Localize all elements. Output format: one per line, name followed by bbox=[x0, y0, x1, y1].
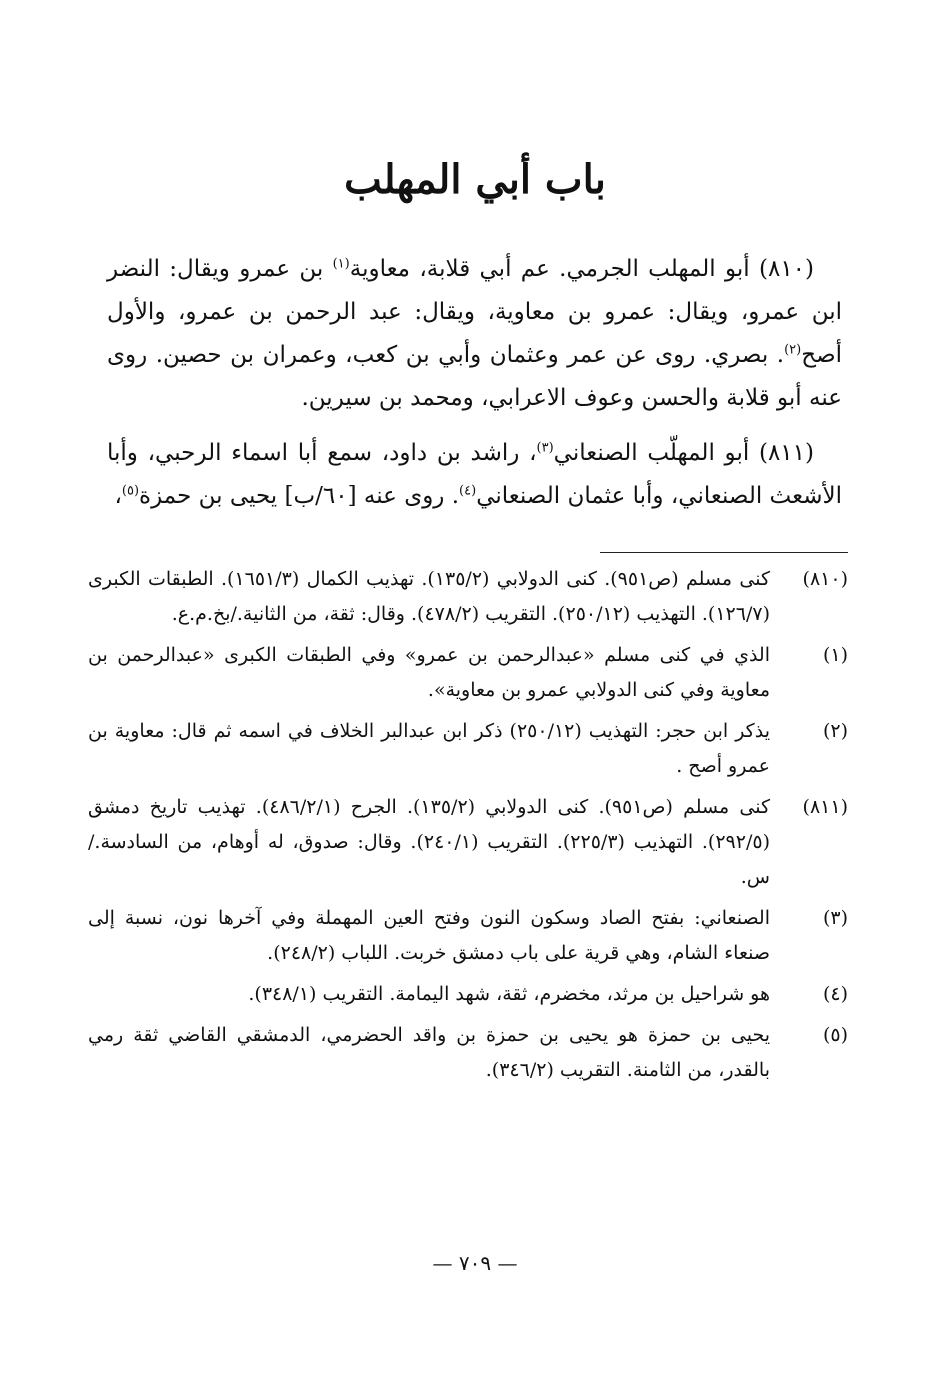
footnote-text: الصنعاني: بفتح الصاد وسكون النون وفتح العين المهملة وفي آخرها نون، نسبة إلى صنعاء الشام، وهي قرية على باب دمشق خربت. اللباب (٢٤٨/٢). bbox=[88, 907, 770, 964]
footnote-text: الذي في كنى مسلم «عبدالرحمن بن عمرو» وفي الطبقات الكبرى «عبدالرحمن بن معاوية وفي كنى الدولابي عمرو بن معاوية». bbox=[88, 644, 770, 701]
footnote-text: كنى مسلم (ص٩٥١). كنى الدولابي (١٣٥/٢). تهذيب الكمال (١٦٥١/٣). الطبقات الكبرى (١٢٦/٧). التهذيب (٢٥٠/١٢). التقريب (٤٧٨/٢). وقال: ثقة، من الثانية./بخ.م.ع. bbox=[88, 568, 770, 625]
footnote-marker: (٤) bbox=[822, 983, 848, 1005]
footnote-item bbox=[88, 714, 848, 784]
footnote-item bbox=[88, 562, 848, 632]
footnote-ref-3: (٣) bbox=[536, 440, 554, 456]
footnote-marker: (٥) bbox=[822, 1024, 848, 1046]
footnote-divider bbox=[600, 552, 848, 553]
entry-text: . روى عنه [٦٠/ب] يحيى بن حمزة bbox=[139, 483, 460, 509]
footnote-text: يحيى بن حمزة هو يحيى بن حمزة بن واقد الحضرمي، الدمشقي القاضي ثقة رمي بالقدر، من الثامنة. التقريب (٣٤٦/٢). bbox=[88, 1024, 770, 1081]
footnote-ref-2: (٢) bbox=[784, 342, 802, 358]
entry-text: بن عمرو ويقال: النضر ابن عمرو، ويقال: عمرو بن معاوية، ويقال: عبد الرحمن بن عمرو، والأول أصح bbox=[107, 256, 842, 368]
main-text bbox=[107, 248, 842, 530]
entry-811 bbox=[107, 432, 842, 518]
entry-810 bbox=[107, 248, 842, 420]
footnote-marker: (٣) bbox=[822, 907, 848, 929]
footnote-marker: (٨١١) bbox=[802, 796, 848, 818]
footnotes bbox=[88, 562, 848, 1094]
footnote-item bbox=[88, 1018, 848, 1088]
footnote-text: يذكر ابن حجر: التهذيب (٢٥٠/١٢) ذكر ابن عبدالبر الخلاف في اسمه ثم قال: معاوية بن عمرو أصح . bbox=[88, 720, 770, 777]
entry-text: ، راشد بن داود، سمع أبا اسماء الرحبي، وأبا الأشعث الصنعاني، وأبا عثمان الصنعاني bbox=[107, 440, 842, 509]
footnote-text: كنى مسلم (ص٩٥١). كنى الدولابي (١٣٥/٢). الجرح (٤٨٦/٢/١). تهذيب تاريخ دمشق (٢٩٢/٥). التهذيب (٢٢٥/٣). التقريب (٢٤٠/١). وقال: صدوق، له أوهام، من السادسة./س. bbox=[88, 796, 770, 888]
footnote-item bbox=[88, 638, 848, 708]
footnote-marker: (١) bbox=[822, 644, 848, 666]
entry-text: . بصري. روى عن عمر وعثمان وأبي بن كعب، وعمران بن حصين. روى عنه أبو قلابة والحسن وعوف الاعرابي، ومحمد بن سيرين. bbox=[107, 342, 842, 411]
footnote-item bbox=[88, 790, 848, 895]
chapter-title: باب أبي المهلب bbox=[344, 156, 606, 203]
footnote-text: هو شراحيل بن مرثد، مخضرم، ثقة، شهد اليمامة. التقريب (٣٤٨/١). bbox=[248, 983, 770, 1005]
footnote-item bbox=[88, 977, 848, 1012]
entry-text: (٨١١) أبو المهلّب الصنعاني bbox=[553, 440, 814, 466]
footnote-marker: (٨١٠) bbox=[802, 568, 848, 590]
footnote-ref-4: (٤) bbox=[459, 483, 477, 499]
footnote-ref-5: (٥) bbox=[121, 483, 140, 499]
footnote-marker: (٢) bbox=[822, 720, 848, 742]
entry-text: (٨١٠) أبو المهلب الجرمي. عم أبي قلابة، معاوية bbox=[349, 256, 815, 282]
page-number: — ٧٠٩ — bbox=[432, 1251, 518, 1275]
footnote-ref-1: (١) bbox=[332, 256, 350, 272]
entry-text: ، bbox=[114, 483, 122, 509]
footnote-item bbox=[88, 901, 848, 971]
